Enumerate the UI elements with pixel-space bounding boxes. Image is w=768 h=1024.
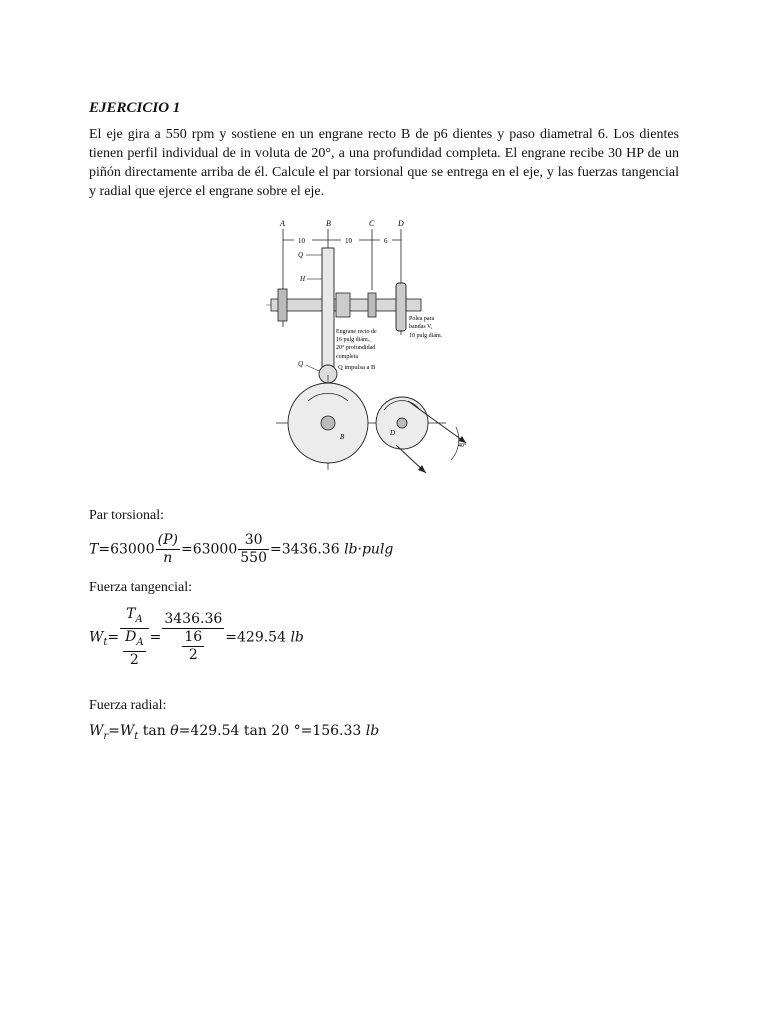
dim-bc: 10 [345, 237, 352, 245]
shaft-diagram [256, 215, 486, 477]
label-b: B [326, 219, 331, 228]
tangential-label: Fuerza tangencial: [89, 580, 193, 595]
torsion-equation: T=63000 $\frac{(P)}{n}$ =63000 $\frac{30}{550}$ =3436.36 lb·pulg [89, 532, 394, 566]
note-gear-2: 16 pulg diám., [336, 337, 371, 343]
torsion-label: Par torsional: [89, 508, 165, 523]
da-over-2 [120, 629, 148, 669]
label-b-face: B [340, 433, 345, 441]
ta-sub: A [135, 613, 143, 625]
label-q-pinion: Q [298, 360, 304, 368]
label-d: D [398, 219, 404, 228]
numeric-fraction [238, 532, 269, 567]
tangential-unit: lb [290, 629, 304, 646]
tan-1: tan [142, 723, 166, 739]
dim-cd: 6 [384, 237, 388, 245]
note-gear-1: Engrane recto de [336, 329, 377, 335]
symbolic-fraction [120, 606, 148, 669]
n-term: n [163, 550, 173, 566]
radial-equation: $W_r=W_t$ tan θ=429.54 tan 20 °=156.33 lb [89, 723, 380, 742]
w-symbol: W [89, 629, 104, 646]
wr-symbol: W [89, 723, 104, 739]
problem-statement: El eje gira a 550 rpm y sostiene en un engrane recto B de p6 dientes y paso diametral 6. Los dientes tienen perfil individual de in voluta de 20°, a una profundidad completa. El engrane recibe 30 HP de un piñón directamente arriba de él. Calcule el par torsional que se entrega en el eje, y las fuerzas tangencial y radial que ejerce el engrane sobre el eje. [89, 127, 679, 199]
numeric-tangential-fraction [162, 611, 224, 664]
radial-label: Fuerza radial: [89, 698, 167, 713]
radial-unit: lb [365, 723, 380, 739]
diameter-fraction [182, 629, 204, 664]
label-d-face: D [390, 429, 396, 437]
tan-2: tan [243, 723, 267, 739]
wt-subscript: t [134, 730, 139, 742]
label-c: C [369, 219, 375, 228]
exercise-title: EJERCICIO 1 [89, 100, 181, 116]
da-fraction [123, 629, 145, 669]
radial-result: 156.33 [312, 723, 362, 739]
dim-ab: 10 [298, 237, 305, 245]
r-subscript: r [103, 730, 109, 742]
angle-label: 40° [458, 443, 467, 449]
da-divisor: 2 [129, 651, 139, 668]
wt-symbol: W [119, 723, 135, 739]
torsion-result: 3436.36 [281, 541, 340, 558]
label-a: A [280, 219, 285, 228]
rpm-value: 550 [240, 550, 267, 566]
note-drive: Q impulsa a B [338, 364, 376, 371]
diameter-value: 16 [184, 628, 203, 645]
da-letter: D [125, 628, 137, 645]
note-gear-4: completa [336, 354, 358, 360]
tangential-result: 429.54 [237, 629, 286, 646]
torsion-k1: 63000 [110, 541, 155, 558]
da-term [123, 629, 145, 652]
note-pulley-3: 10 pulg diám. [409, 333, 443, 339]
pressure-angle: 20 ° [271, 723, 301, 739]
diameter-divisor: 2 [188, 646, 198, 663]
p-over-n-fraction [156, 532, 180, 567]
note-gear-3: 20° profundidad [336, 345, 376, 351]
hp-value: 30 [238, 532, 269, 550]
ta-letter: T [126, 606, 136, 622]
label-h: H [300, 275, 306, 283]
radial-wt-value: 429.54 [190, 723, 240, 739]
note-pulley-2: bandas V, [409, 324, 433, 330]
diameter-over-2 [162, 629, 224, 664]
tangential-equation: $W_t=$ $\frac{T_A}{\frac{D_A}{2}}$ = $\frac{3436.36}{\frac{16}{2}}$ =429.54 lb [89, 606, 304, 668]
label-q-top: Q [298, 251, 304, 259]
theta-symbol: θ [170, 723, 179, 739]
torque-value: 3436.36 [164, 610, 223, 627]
torsion-k2: 63000 [192, 541, 238, 558]
p-term: (P) [157, 532, 178, 548]
note-pulley-1: Polea para [409, 316, 435, 322]
t-symbol: T [89, 541, 99, 558]
torsion-unit: lb·pulg [344, 541, 394, 558]
t-subscript: t [103, 637, 108, 649]
ta-term [120, 606, 148, 629]
da-sub: A [136, 636, 144, 648]
